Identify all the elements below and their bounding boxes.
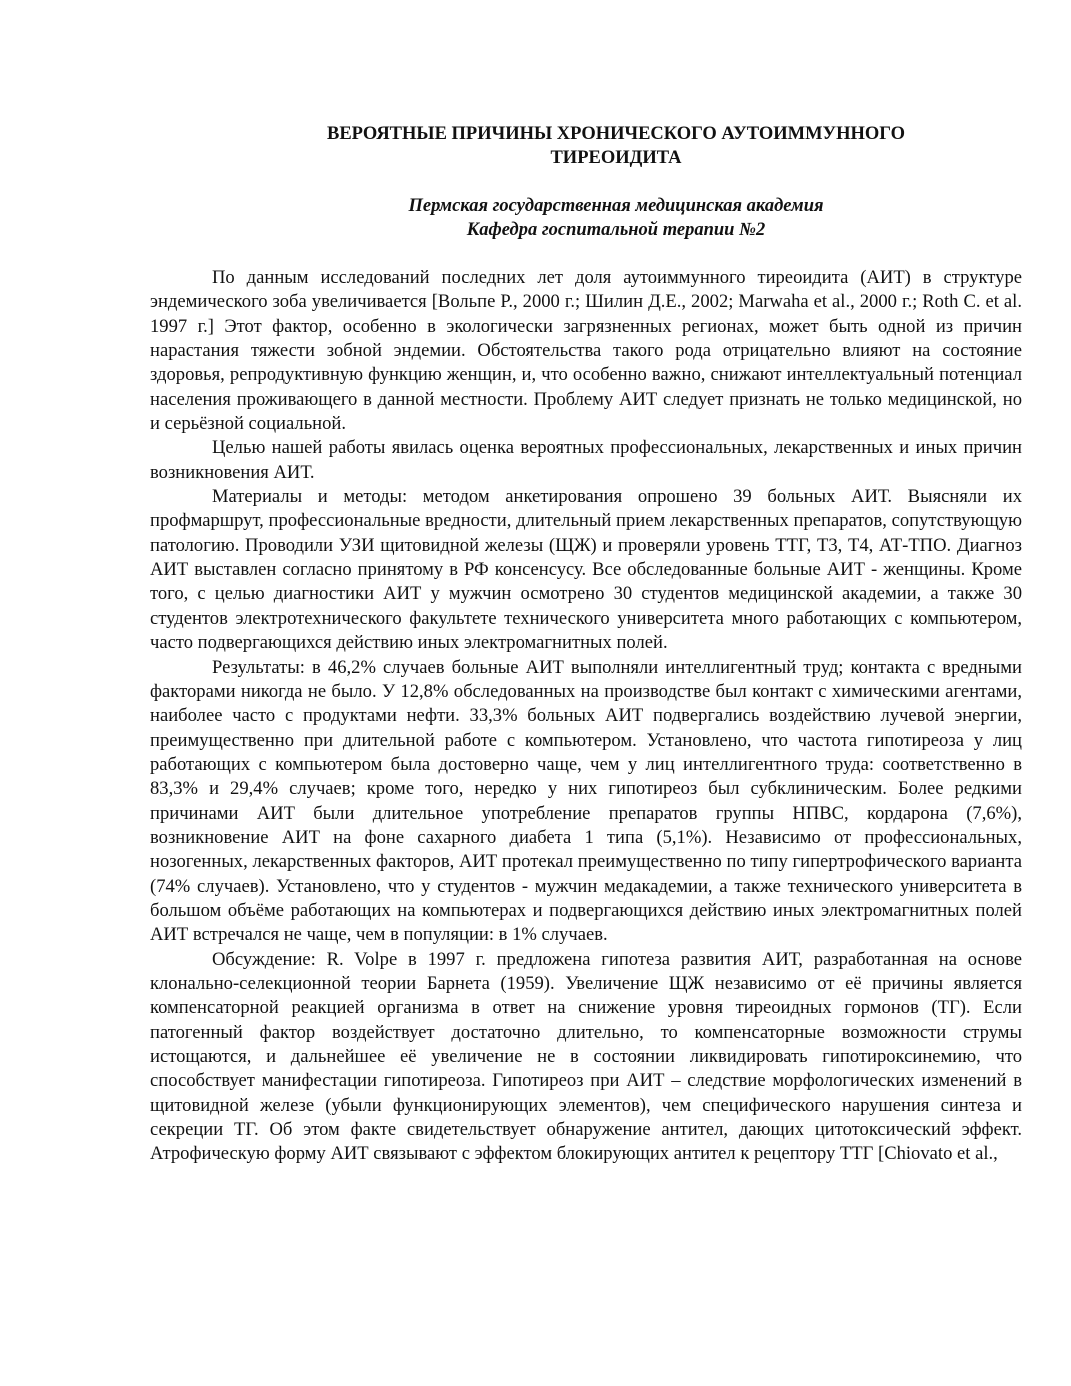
paragraph-discussion: Обсуждение: R. Volpe в 1997 г. предложена гипотеза развития АИТ, разработанная на основе клонально-селекционной теории Барнета (1959). Увеличение ЩЖ независимо от её причины является компенсаторной реакцией организма в ответ на снижение уровня тиреоидных гормонов (ТГ). Если патогенный фактор воздействует достаточно длительно, то компенсаторные возможности струмы истощаются, и дальнейшее её увеличение не в состоянии ликвидировать гипотироксинемию, что способствует манифестации гипотиреоза. Гипотиреоз при АИТ – следствие морфологических изменений в щитовидной железе (убыли функционирующих элементов), чем специфического нарушения синтеза и секреции ТГ. Об этом факте свидетельствует обнаружение антител, дающих цитотоксический эффект. Атрофическую форму АИТ связывают с эффектом блокирующих антител к рецептору ТТГ [Chiovato et al., — [150, 948, 1022, 1165]
affiliation — [210, 194, 1022, 242]
body-text — [150, 266, 1022, 1167]
title-line-2: ТИРЕОИДИТА — [550, 148, 682, 168]
paragraph-introduction: По данным исследований последних лет доля аутоиммунного тиреоидита (АИТ) в структуре эндемического зоба увеличивается [Вольпе Р., 2000 г.; Шилин Д.Е., 2002; Marwaha et al., 2000 г.; Roth C. et al. 1997 г.] Этот фактор, особенно в экологически загрязненных регионах, может быть одной из причин нарастания тяжести зобной эндемии. Обстоятельства такого рода отрицательно влияют на состояние здоровья, репродуктивную функцию женщин, и, что особенно важно, снижают интеллектуальный потенциал населения проживающего в данной местности. Проблему АИТ следует признать не только медицинской, но и серьёзной социальной. — [150, 267, 1022, 435]
paragraph-methods: Материалы и методы: методом анкетирования опрошено 39 больных АИТ. Выясняли их профмаршрут, профессиональные вредности, длительный прием лекарственных препаратов, сопутствующую патологию. Проводили УЗИ щитовидной железы (ЩЖ) и проверяли уровень ТТГ, Т3, Т4, АТ-ТПО. Диагноз АИТ выставлен согласно принятому в РФ консенсусу. Все обследованные больные АИТ - женщины. Кроме того, с целью диагностики АИТ у мужчин осмотрено 30 студентов медицинской академии, а также 30 студентов электротехнического факультете технического университета много работающих с компьютером, часто подвергающихся действию иных электромагнитных полей. — [150, 486, 1022, 654]
title-line-1: ВЕРОЯТНЫЕ ПРИЧИНЫ ХРОНИЧЕСКОГО АУТОИММУННОГО — [326, 124, 905, 144]
paragraph-results: Результаты: в 46,2% случаев больные АИТ выполняли интеллигентный труд; контакта с вредными факторами никогда не было. У 12,8% обследованных на производстве был контакт с химическими агентами, наиболее часто с продуктами нефти. 33,3% больных АИТ подвергались воздействию лучевой энергии, преимущественно при длительной работе с компьютером. Установлено, что частота гипотиреоза у лиц работающих с компьютером была достоверно чаще, чем у лиц интеллигентного труда: соответственно в 83,3% и 29,4% случаев; кроме того, нередко у них гипотиреоз был субклиническим. Более редкими причинами АИТ были длительное употребление препаратов группы НПВС, кордарона (7,6%), возникновение АИТ на фоне сахарного диабета 1 типа (5,1%). Независимо от профессиональных, нозогенных, лекарственных факторов, АИТ протекал преимущественно по типу гипертрофического варианта (74% случаев). Установлено, что у студентов - мужчин медакадемии, а также технического университета в большом объёме работающих на компьютерах и подвергающихся действию иных электромагнитных полей АИТ встречался не чаще, чем в популяции: в 1% случаев. — [150, 656, 1022, 946]
paragraph-goal: Целью нашей работы явилась оценка вероятных профессиональных, лекарственных и иных причин возникновения АИТ. — [150, 437, 1022, 483]
affiliation-institution: Пермская государственная медицинская академия — [408, 196, 824, 216]
page-title — [210, 122, 1022, 170]
affiliation-department: Кафедра госпитальной терапии №2 — [466, 220, 766, 240]
document-page — [150, 122, 1022, 1167]
